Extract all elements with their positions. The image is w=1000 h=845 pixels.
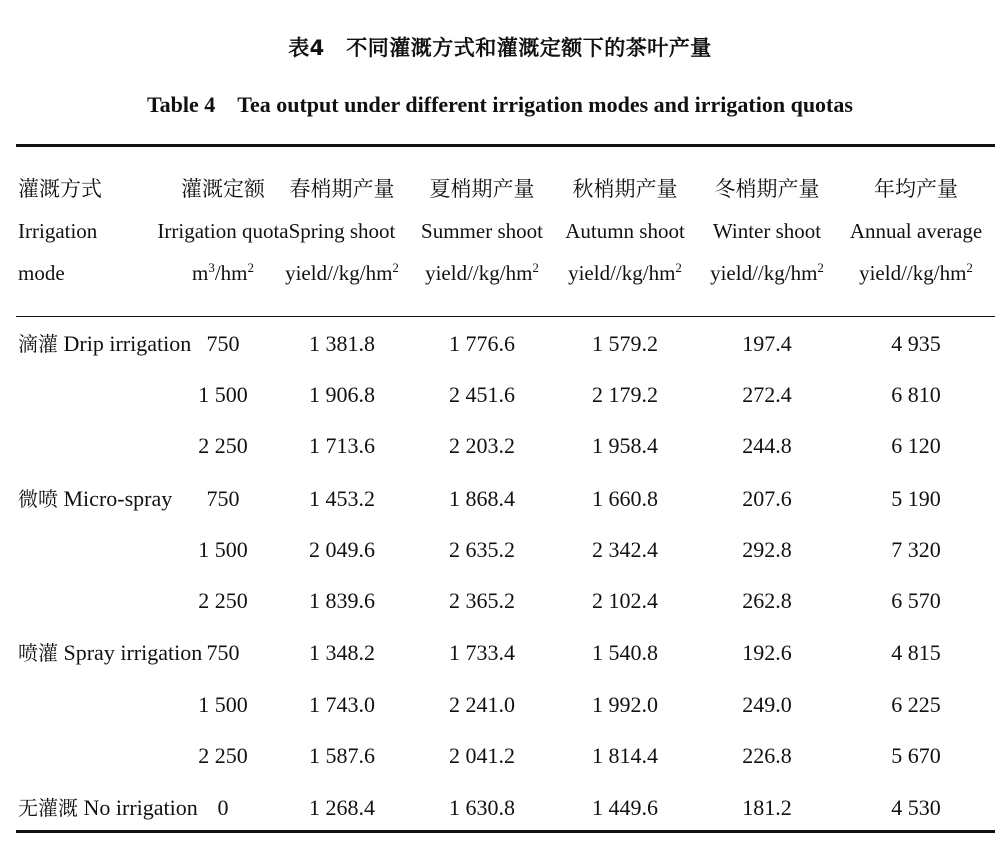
cell-annual: 6 120 [891,433,941,458]
mode-en: Micro-spray [63,486,173,511]
cell-summer: 2 635.2 [449,537,515,562]
unit-text: yield//kg/hm [568,261,676,285]
cell-annual: 4 815 [891,640,941,665]
header-en: Annual average [849,219,983,243]
cell-autumn: 1 814.4 [592,743,658,768]
header-en: Summer shoot [421,219,543,243]
cell-quota: 750 [206,486,240,511]
unit-superscript: 2 [532,260,539,275]
mode-zh: 微喷 [18,487,58,511]
cell-annual: 5 670 [891,743,941,768]
table-row [0,378,1000,412]
table-row [0,327,1000,361]
cell-winter: 292.8 [742,537,792,562]
table-bottom-rule [16,830,995,833]
cell-spring: 1 713.6 [309,433,375,458]
header-unit [402,252,562,294]
cell-winter: 272.4 [742,382,792,407]
unit-text: yield//kg/hm [710,261,818,285]
cell-winter: 226.8 [742,743,792,768]
header-zh: 秋梢期产量 [572,177,678,201]
header-unit [687,252,847,294]
header-zh: 冬梢期产量 [714,177,820,201]
header-en-2: mode [18,261,65,285]
cell-summer: 2 241.0 [449,692,515,717]
header-spring-yield [262,168,422,294]
cell-annual: 6 810 [891,382,941,407]
cell-spring: 1 381.8 [309,331,375,356]
header-zh: 春梢期产量 [289,177,395,201]
header-en: Irrigation quota [157,219,289,243]
cell-spring: 1 906.8 [309,382,375,407]
cell-winter: 181.2 [742,795,792,820]
cell-autumn: 1 958.4 [592,433,658,458]
cell-winter: 197.4 [742,331,792,356]
header-en: Spring shoot [288,219,396,243]
header-en: Winter shoot [712,219,822,243]
cell-autumn: 1 992.0 [592,692,658,717]
header-zh: 夏梢期产量 [429,177,535,201]
table-row [0,429,1000,463]
table-row [0,739,1000,773]
cell-quota: 750 [206,640,240,665]
table-title-chinese: 表4 不同灌溉方式和灌溉定额下的茶叶产量 [288,36,712,60]
header-en: Autumn shoot [565,219,685,243]
cell-quota: 2 250 [198,433,248,458]
table-row [0,636,1000,670]
cell-annual: 6 570 [891,588,941,613]
table-row [0,688,1000,722]
mode-en: Spray irrigation [63,640,203,665]
cell-summer: 2 041.2 [449,743,515,768]
unit-text: m [191,261,209,285]
mode-en: Drip irrigation [63,331,192,356]
mode-zh: 滴灌 [18,332,58,356]
cell-winter: 262.8 [742,588,792,613]
header-autumn-yield [545,168,705,294]
mode-zh: 无灌溉 [18,796,78,820]
cell-summer: 1 733.4 [449,640,515,665]
cell-annual: 5 190 [891,486,941,511]
cell-spring: 1 268.4 [309,795,375,820]
cell-winter: 244.8 [742,433,792,458]
header-zh: 灌溉定额 [181,177,265,201]
cell-quota: 1 500 [198,692,248,717]
cell-quota: 1 500 [198,382,248,407]
unit-superscript: 2 [966,260,973,275]
header-annual-yield [836,168,996,294]
cell-summer: 2 203.2 [449,433,515,458]
cell-annual: 4 935 [891,331,941,356]
table-title-english: Table 4 Tea output under different irrigation modes and irrigation quotas [147,92,853,117]
mode-zh: 喷灌 [18,641,58,665]
cell-quota: 2 250 [198,743,248,768]
header-unit [545,252,705,294]
unit-text: /hm [214,261,248,285]
cell-spring: 2 049.6 [309,537,375,562]
unit-text: yield//kg/hm [285,261,393,285]
cell-annual: 7 320 [891,537,941,562]
cell-autumn: 2 102.4 [592,588,658,613]
unit-superscript: 2 [817,260,824,275]
cell-spring: 1 743.0 [309,692,375,717]
cell-annual: 6 225 [891,692,941,717]
unit-superscript: 2 [392,260,399,275]
unit-superscript: 3 [208,260,215,275]
cell-summer: 2 365.2 [449,588,515,613]
cell-summer: 1 776.6 [449,331,515,356]
table-row [0,533,1000,567]
header-unit [262,252,422,294]
table-row [0,482,1000,516]
cell-autumn: 1 540.8 [592,640,658,665]
unit-superscript: 2 [675,260,682,275]
mode-en: No irrigation [83,795,198,820]
header-summer-yield [402,168,562,294]
cell-spring: 1 587.6 [309,743,375,768]
header-en: Irrigation [18,219,98,243]
cell-quota: 1 500 [198,537,248,562]
cell-winter: 207.6 [742,486,792,511]
header-zh: 年均产量 [874,177,958,201]
header-winter-yield [687,168,847,294]
unit-text: yield//kg/hm [859,261,967,285]
table-top-rule [16,144,995,147]
cell-spring: 1 348.2 [309,640,375,665]
table-row [0,584,1000,618]
cell-autumn: 1 449.6 [592,795,658,820]
cell-summer: 1 630.8 [449,795,515,820]
unit-text: yield//kg/hm [425,261,533,285]
cell-quota: 750 [206,331,240,356]
unit-superscript: 2 [247,260,254,275]
cell-summer: 2 451.6 [449,382,515,407]
cell-autumn: 1 660.8 [592,486,658,511]
header-zh: 灌溉方式 [18,177,102,201]
cell-winter: 249.0 [742,692,792,717]
cell-autumn: 2 342.4 [592,537,658,562]
cell-autumn: 2 179.2 [592,382,658,407]
cell-spring: 1 453.2 [309,486,375,511]
cell-annual: 4 530 [891,795,941,820]
cell-quota: 2 250 [198,588,248,613]
cell-winter: 192.6 [742,640,792,665]
cell-autumn: 1 579.2 [592,331,658,356]
cell-summer: 1 868.4 [449,486,515,511]
table-row [0,791,1000,825]
cell-spring: 1 839.6 [309,588,375,613]
table-header-rule [16,316,995,317]
cell-quota: 0 [217,795,229,820]
header-unit [836,252,996,294]
